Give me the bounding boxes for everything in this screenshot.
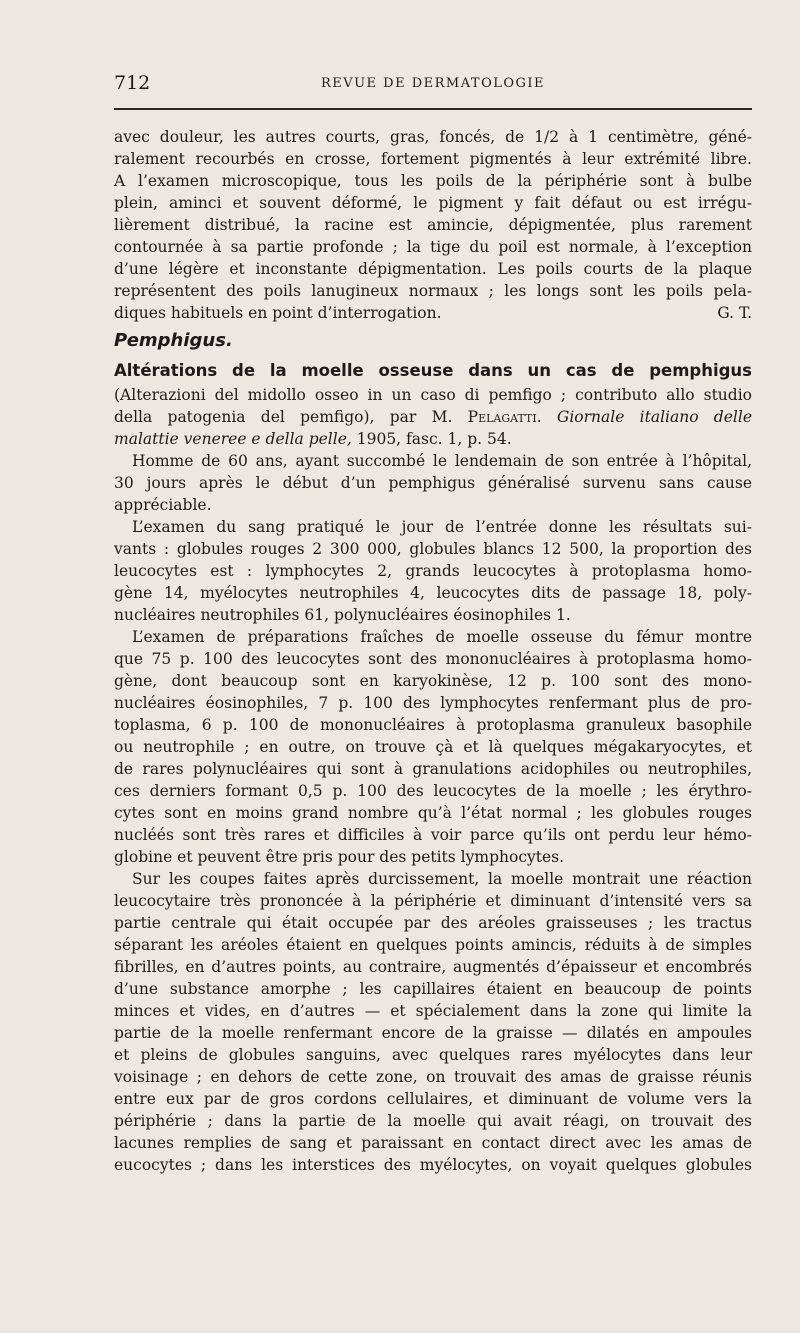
text-line: appréciable. bbox=[114, 496, 212, 514]
text-line: gène 14, myélocytes neutrophiles 4, leucocytes dits de passage 18, poly- bbox=[114, 584, 752, 602]
text-line: avec douleur, les autres courts, gras, foncés, de 1/2 à 1 centimètre, géné- bbox=[114, 128, 752, 146]
text-line: d’une substance amorphe ; les capillaires étaient en beaucoup de points bbox=[114, 980, 752, 998]
text-line: eucocytes ; dans les interstices des myélocytes, on voyait quelques globules bbox=[114, 1156, 752, 1174]
header-rule bbox=[114, 108, 752, 110]
citation-details: 1905, fasc. 1, p. 54. bbox=[351, 430, 512, 448]
text-line: globine et peuvent être pris pour des petits lymphocytes. bbox=[114, 848, 565, 866]
text-line: séparant les aréoles étaient en quelques points amincis, réduits à de simples bbox=[114, 936, 752, 954]
text-fragment: della patogenia del pemfigo), par M. bbox=[114, 408, 468, 426]
text-line: vants : globules rouges 2 300 000, globules blancs 12 500, la proportion des bbox=[114, 540, 752, 558]
article-citation bbox=[114, 384, 752, 450]
section-title: Pemphigus. bbox=[114, 330, 233, 351]
text-line: ces derniers formant 0,5 p. 100 des leucocytes de la moelle ; les érythro- bbox=[114, 782, 752, 800]
text-line: A l’examen microscopique, tous les poils de la périphérie sont à bulbe bbox=[114, 172, 752, 190]
paragraph bbox=[114, 450, 752, 516]
text-line: périphérie ; dans la partie de la moelle qui avait réagi, on trouvait des bbox=[114, 1112, 752, 1130]
paragraph bbox=[114, 516, 752, 626]
citation-line bbox=[114, 406, 752, 428]
text-line: fibrilles, en d’autres points, au contraire, augmentés d’épaisseur et encombrés bbox=[114, 958, 752, 976]
text-line: nucléés sont très rares et difficiles à voir parce qu’ils ont perdu leur hémo- bbox=[114, 826, 752, 844]
paragraph bbox=[114, 868, 752, 1176]
reviewer-signature: G. T. bbox=[717, 304, 752, 322]
text-line: L’examen du sang pratiqué le jour de l’entrée donne les résultats sui- bbox=[132, 518, 752, 536]
text-line bbox=[114, 302, 752, 324]
text-line: d’une légère et inconstante dépigmentation. Les poils courts de la plaque bbox=[114, 260, 752, 278]
text-line: Sur les coupes faites après durcissement, la moelle montrait une réaction bbox=[132, 870, 752, 888]
text-line: minces et vides, en d’autres — et spécialement dans la zone qui limite la bbox=[114, 1002, 752, 1020]
running-title: REVUE DE DERMATOLOGIE bbox=[320, 76, 546, 91]
text-line: partie centrale qui était occupée par des aréoles graisseuses ; les tractus bbox=[114, 914, 752, 932]
page-header bbox=[114, 72, 752, 96]
text-line: leucocytaire très prononcée à la périphérie et diminuant d’intensité vers sa bbox=[114, 892, 752, 910]
article-body bbox=[114, 126, 752, 1176]
page-number: 712 bbox=[114, 72, 151, 94]
text-line: plein, aminci et souvent déformé, le pigment y fait défaut ou est irrégu- bbox=[114, 194, 752, 212]
continued-paragraph bbox=[114, 126, 752, 324]
text-line: ou neutrophile ; en outre, on trouve çà et là quelques mégakaryocytes, et bbox=[114, 738, 752, 756]
text-line: lacunes remplies de sang et paraissant en contact direct avec les amas de bbox=[114, 1134, 752, 1152]
text-line: lièrement distribué, la racine est amincie, dépigmentée, plus rarement bbox=[114, 216, 752, 234]
text-line: partie de la moelle renfermant encore de la graisse — dilatés en ampoules bbox=[114, 1024, 752, 1042]
text-line: Homme de 60 ans, ayant succombé le lendemain de son entrée à l’hôpital, bbox=[132, 452, 752, 470]
text-line: toplasma, 6 p. 100 de mononucléaires à protoplasma granuleux basophile bbox=[114, 716, 752, 734]
text-line: 30 jours après le début d’un pemphigus généralisé survenu sans cause bbox=[114, 474, 752, 492]
citation-line bbox=[114, 428, 752, 450]
citation-line: (Alterazioni del midollo osseo in un caso di pemfigo ; contributo allo studio bbox=[114, 386, 752, 404]
author-name: Pelagatti. bbox=[467, 408, 542, 426]
text-line: contournée à sa partie profonde ; la tige du poil est normale, à l’exception bbox=[114, 238, 752, 256]
text-line: représentent des poils lanugineux normaux ; les longs sont les poils pela- bbox=[114, 282, 752, 300]
paragraph bbox=[114, 626, 752, 868]
text-line: et pleins de globules sanguins, avec quelques rares myélocytes dans leur bbox=[114, 1046, 752, 1064]
text-line: leucocytes est : lymphocytes 2, grands leucocytes à protoplasma homo- bbox=[114, 562, 752, 580]
text-line: nucléaires éosinophiles, 7 p. 100 des lymphocytes renfermant plus de pro- bbox=[114, 694, 752, 712]
text-line: voisinage ; en dehors de cette zone, on trouvait des amas de graisse réunis bbox=[114, 1068, 752, 1086]
text-line: que 75 p. 100 des leucocytes sont des mononucléaires à protoplasma homo- bbox=[114, 650, 752, 668]
text-line: de rares polynucléaires qui sont à granulations acidophiles ou neutrophiles, bbox=[114, 760, 752, 778]
text-line: ralement recourbés en crosse, fortement pigmentés à leur extrémité libre. bbox=[114, 150, 752, 168]
text-line: entre eux par de gros cordons cellulaires, et diminuant de volume vers la bbox=[114, 1090, 752, 1108]
journal-name: Giornale italiano delle bbox=[556, 408, 752, 426]
article-title: Altérations de la moelle osseuse dans un cas de pemphigus bbox=[114, 361, 752, 380]
text-line: L’examen de préparations fraîches de moelle osseuse du fémur montre bbox=[132, 628, 752, 646]
text-line: gène, dont beaucoup sont en karyokinèse, 12 p. 100 sont des mono- bbox=[114, 672, 752, 690]
text-line: nucléaires neutrophiles 61, polynucléaires éosinophiles 1. bbox=[114, 606, 571, 624]
text-line: cytes sont en moins grand nombre qu’à l’état normal ; les globules rouges bbox=[114, 804, 752, 822]
journal-name: malattie veneree e della pelle, bbox=[114, 430, 352, 448]
text-fragment: diques habituels en point d’interrogation. bbox=[114, 304, 442, 322]
